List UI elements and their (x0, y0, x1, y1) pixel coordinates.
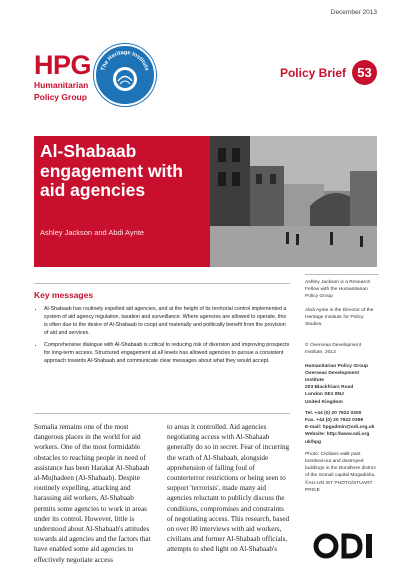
hero-banner (34, 136, 377, 267)
key-message-item: • Al-Shabaab has routinely expelled aid agencies, and at the height of its territorial control implemented a system of aid agency regulation, taxation and surveillance. Where agencies are allowed to operate, this is often due to the desire of Al-Shabaab to coopt and materially and politically benefit from the provision of aid and services. (44, 305, 290, 337)
report-title: Al-Shabaab engagement with aid agencies (40, 141, 183, 200)
key-messages-heading: Key messages (34, 290, 94, 300)
body-text (34, 422, 290, 582)
key-message-item: • Comprehensive dialogue with Al-Shabaab is critical to reducing risk of diversion and improving prospects for long-term access. Structured engagement at all levels has allowed agencies to pursue a consistent approach towards Al-Shabaab and communicate clear messages about what they would accept. (44, 341, 290, 365)
body-column-2: to areas it controlled. Aid agencies negotiating access with Al-Shabaab generally do so in secret. Fear of incurring the wrath of Al-Shabaab, alongside apprehension of falling foul of counterterror restrictions or being seen to support 'terrorists', made many aid agencies reluctant to publicly discuss the conditions, compromises and constraints of negotiating access. This research, based on over 80 interviews with aid workers, civilians and former Al-Shabaab officials, attempts to shed light on Al-Shabaab's (167, 423, 290, 554)
seal-text: The Heritage Institute (100, 49, 150, 72)
website-link[interactable]: Website: http://www.odi.org (305, 432, 370, 438)
hpg-logo (34, 52, 91, 102)
email-link[interactable]: E-mail: hpgadmin@odi.org.uk (305, 425, 375, 431)
key-messages-list (34, 305, 290, 365)
policy-brief-label: Policy Brief (279, 65, 346, 80)
hpg-name-line1: Humanitarian (34, 80, 89, 90)
org-odi: Overseas Development Institute (305, 370, 360, 384)
policy-brief-badge (280, 60, 377, 85)
odi-logo (313, 530, 379, 567)
address-line: 203 Blackfriars Road (305, 385, 354, 391)
address-line: United Kingdom (305, 399, 343, 405)
sidebar (305, 274, 379, 500)
cover-photo (210, 136, 377, 267)
address-line: London SE1 8NJ (305, 392, 344, 398)
hpg-acronym: HPG (34, 50, 92, 80)
website-link-cont[interactable]: uk/hpg (305, 439, 322, 445)
hero-text-panel (34, 136, 210, 267)
org-hpg: Humanitarian Policy Group (305, 363, 369, 369)
photo-credit: Photo: Civilians walk past bombed-out and destroyed buildings in the Bondhere district of the Somali capital Mogadishu. ©AU-UN IST PHOTO/STUART PRICE (305, 451, 376, 493)
hpg-name-line2: Policy Group (34, 92, 87, 102)
heritage-institute-seal (94, 44, 156, 106)
author-note-jackson: Ashley Jackson is a Research Fellow with the Humanitarian Policy Group (305, 280, 371, 300)
sidebar-rule (305, 274, 379, 275)
body-column-1: Somalia remains one of the most dangerous places in the world for aid workers. One of the most formidable obstacles to reaching people in need of assistance has been Harakat Al-Shabaab al-Mujhadeen (Al-Shabaab). Despite routinely expelling, attacking and harassing aid workers, Al-Shabaab permits some agencies to work in areas under its control. However, little is understood about Al-Shabaab's attitudes towards aid agencies and the factors that have enabled some aid agencies to effectively negotiate access (34, 423, 151, 564)
copyright-notice: © Overseas Development Institute, 2013 (305, 343, 362, 356)
author-note-aynte: Abdi Aynte is the Director of the Heritage Institute for Policy Studies. (305, 307, 374, 328)
issue-date: December 2013 (330, 9, 377, 16)
report-authors: Ashley Jackson and Abdi Aynte (40, 228, 145, 237)
fax: Fax. +44 (0) 20 7922 0399 (305, 418, 364, 424)
telephone: Tel. +44 (0) 20 7922 0300 (305, 410, 362, 416)
policy-brief-number: 53 (352, 60, 377, 85)
key-messages-box (34, 283, 290, 414)
